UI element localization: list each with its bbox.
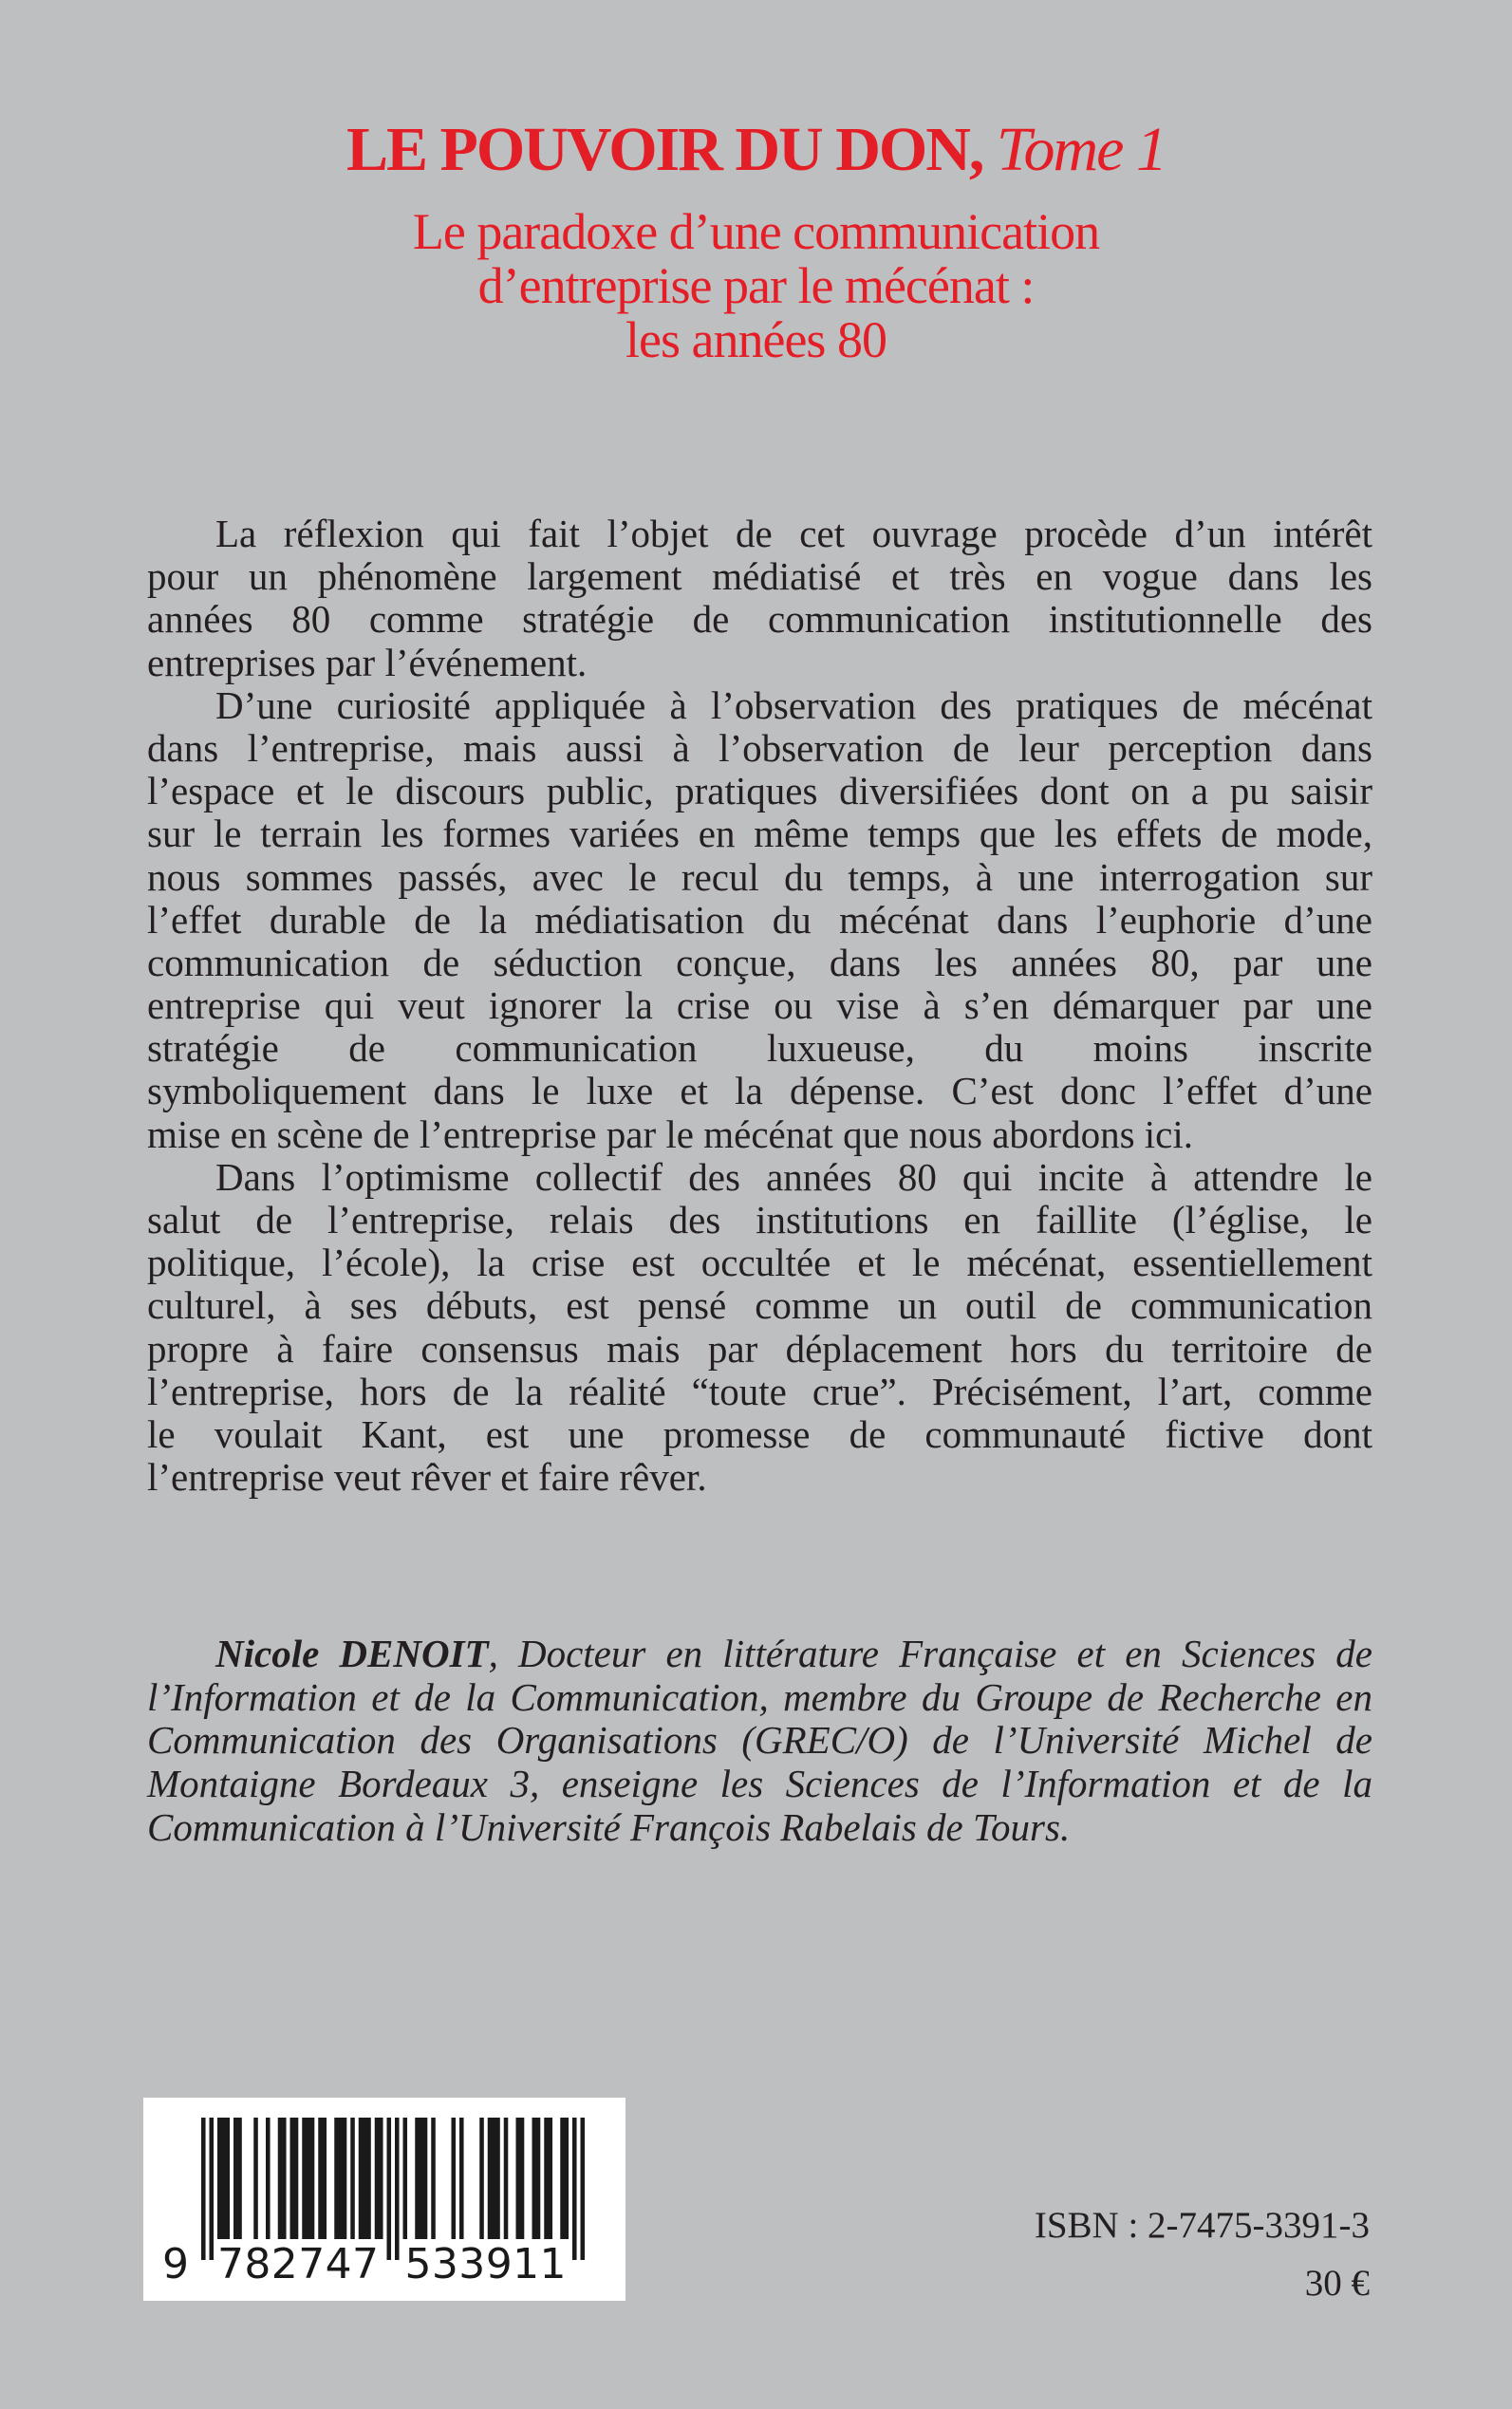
blurb: [147, 513, 1372, 1499]
title-tome: Tome 1: [996, 115, 1166, 184]
blurb-line: symboliquement dans le luxe et la dépense. C’est donc l’effet d’une: [147, 1069, 1372, 1113]
price: 30 €: [1304, 2263, 1370, 2304]
barcode-bar: [363, 2118, 367, 2239]
barcode-bar: [294, 2118, 299, 2239]
barcode-bar: [488, 2118, 493, 2239]
barcode-bar: [492, 2118, 496, 2239]
barcode: [143, 2098, 625, 2301]
bio-line: l’Information et de la Communication, membre du Groupe de Recherche en: [147, 1674, 1372, 1719]
blurb-line: le voulait Kant, est une promesse de communauté fictive dont: [147, 1411, 1372, 1456]
barcode-bar: [479, 2118, 484, 2239]
blurb-line: politique, l’école), la crise est occultée et le mécénat, essentiellement: [147, 1241, 1372, 1285]
blurb-line: Dans l’optimisme collectif des années 80 qui incite à attendre le: [215, 1154, 1372, 1199]
barcode-bar: [350, 2118, 355, 2239]
barcode-bar: [339, 2118, 344, 2239]
blurb-line: mise en scène de l’entreprise par le mécénat que nous abordons ici.: [147, 1111, 1194, 1156]
barcode-bar: [217, 2118, 222, 2239]
barcode-bar: [560, 2118, 565, 2239]
barcode-digits: 782747: [217, 2240, 379, 2288]
barcode-bar: [581, 2118, 586, 2260]
barcode-bar: [323, 2118, 327, 2239]
barcode-bar: [278, 2118, 283, 2239]
barcode-bar: [544, 2118, 549, 2239]
barcode-bar: [572, 2118, 577, 2260]
barcode-bar: [403, 2118, 408, 2239]
barcode-bar: [423, 2118, 428, 2239]
barcode-bar: [233, 2118, 238, 2239]
author-name: Nicole DENOIT: [215, 1632, 489, 1675]
bio-line: Communication à l’Université François Rabelais de Tours.: [147, 1804, 1071, 1849]
barcode-bar: [532, 2118, 537, 2239]
blurb-line: La réflexion qui fait l’objet de cet ouvrage procède d’un intérêt: [215, 512, 1372, 555]
barcode-digits: 9: [162, 2240, 189, 2288]
barcode-bar: [310, 2118, 315, 2239]
blurb-line: sur le terrain les formes variées en même temps que les effets de mode,: [147, 812, 1372, 856]
bio-line: Montaigne Bordeaux 3, enseigne les Sciences de l’Information et de la: [147, 1762, 1372, 1806]
subtitle-line: Le paradoxe d’une communication: [412, 203, 1100, 260]
blurb-line: l’entreprise veut rêver et faire rêver.: [147, 1455, 707, 1500]
barcode-bar: [504, 2118, 509, 2239]
barcode-bar: [420, 2118, 424, 2239]
blurb-line: D’une curiosité appliquée à l’observation des pratiques de mécénat: [215, 682, 1372, 727]
barcode-bar: [387, 2118, 392, 2260]
blurb-line: stratégie de communication luxueuse, du moins inscrite: [147, 1026, 1372, 1071]
barcode-digits: 533911: [404, 2240, 567, 2288]
barcode-bar: [226, 2118, 231, 2239]
blurb-line: communication de séduction conçue, dans les années 80, par une: [147, 940, 1372, 984]
blurb-line: entreprise qui veut ignorer la crise ou vise à s’en démarquer par une: [147, 983, 1372, 1028]
isbn: ISBN : 2-7475-3391-3: [1034, 2205, 1370, 2246]
subtitle-line: d’entreprise par le mécénat :: [477, 257, 1035, 314]
barcode-bar: [237, 2118, 242, 2239]
blurb-line: l’espace et le discours public, pratiques diversifiées dont on a pu saisir: [147, 769, 1372, 813]
barcode-bar: [520, 2118, 525, 2239]
blurb-line: l’entreprise, hors de la réalité “toute crue”. Précisément, l’art, comme: [147, 1369, 1372, 1413]
barcode-bar: [565, 2118, 569, 2239]
blurb-line: culturel, à ses débuts, est pensé comme un outil de communication: [147, 1283, 1372, 1328]
blurb-line: années 80 comme stratégie de communication institutionnelle des: [147, 597, 1372, 642]
barcode-bar: [395, 2118, 400, 2260]
blurb-line: l’effet durable de la médiatisation du mécénat dans l’euphorie d’une: [147, 897, 1372, 942]
blurb-line: nous sommes passés, avec le recul du temps, à une interrogation sur: [147, 854, 1372, 899]
barcode-bar: [379, 2118, 383, 2239]
barcode-bar: [549, 2118, 553, 2239]
barcode-bar: [334, 2118, 339, 2239]
bio-line: Communication des Organisations (GREC/O) de l’Université Michel de: [147, 1718, 1372, 1763]
barcode-bar: [516, 2118, 521, 2239]
barcode-bar: [366, 2118, 371, 2239]
subtitle: [0, 205, 1512, 367]
barcode-bar: [536, 2118, 541, 2239]
barcode-bar: [290, 2118, 295, 2239]
barcode-bar: [282, 2118, 287, 2239]
blurb-line: pour un phénomène largement médiatisé et très en vogue dans les: [147, 554, 1372, 599]
barcode-bar: [210, 2118, 215, 2260]
blurb-line: propre à faire consensus mais par déplacement hors du territoire de: [147, 1326, 1372, 1371]
bio-line: Nicole DENOIT, Docteur en littérature Française et en Sciences de: [215, 1632, 1372, 1675]
author-bio: [147, 1633, 1372, 1849]
barcode-bar: [452, 2118, 457, 2239]
barcode-bar: [318, 2118, 323, 2239]
barcode-bar: [431, 2118, 436, 2239]
barcode-bar: [266, 2118, 271, 2239]
book-title: [0, 112, 1512, 188]
barcode-bar: [375, 2118, 380, 2239]
barcode-bar: [459, 2118, 464, 2239]
barcode-bars: [143, 2098, 625, 2301]
barcode-bar: [415, 2118, 420, 2239]
barcode-bar: [201, 2118, 206, 2260]
barcode-bar: [221, 2118, 226, 2239]
barcode-bar: [359, 2118, 364, 2239]
barcode-bar: [495, 2118, 500, 2239]
blurb-line: salut de l’entreprise, relais des institutions en faillite (l’église, le: [147, 1198, 1372, 1242]
blurb-line: dans l’entreprise, mais aussi à l’observation de leur perception dans: [147, 725, 1372, 770]
subtitle-line: les années 80: [625, 311, 887, 368]
barcode-bar: [307, 2118, 311, 2239]
blurb-line: entreprises par l’événement.: [147, 640, 588, 684]
barcode-bar: [343, 2118, 347, 2239]
barcode-bar: [253, 2118, 258, 2239]
title-main: LE POUVOIR DU DON,: [346, 115, 983, 184]
barcode-bar: [302, 2118, 307, 2239]
